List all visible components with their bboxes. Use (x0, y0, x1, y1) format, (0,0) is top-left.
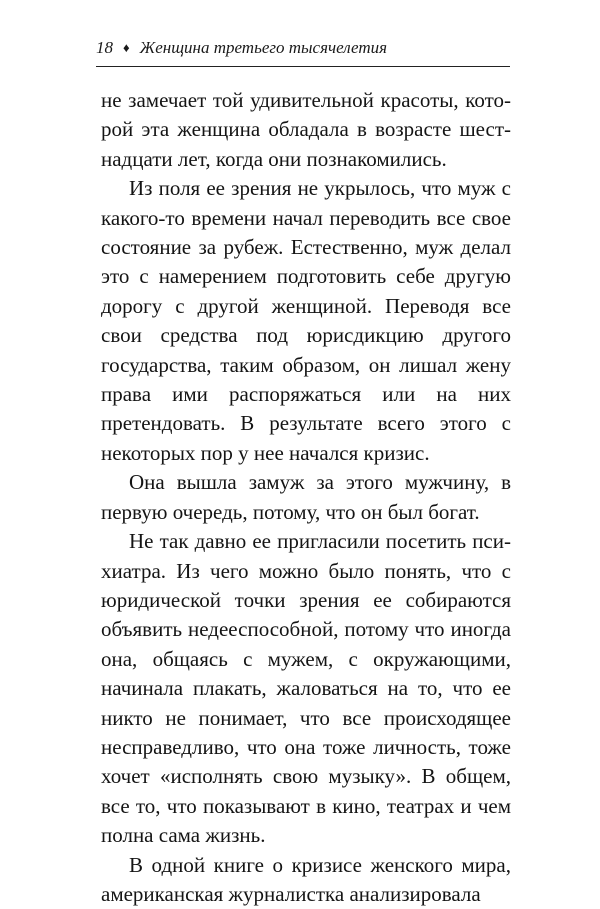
running-head (96, 36, 508, 60)
paragraph: Из поля ее зрения не укрылось, что муж с какого-то времени начал переводить все свое состояние за рубеж. Естественно, муж делал это с намерением подготовить себе другую дорогу с другой женщиной. Переводя все свои средства под юрисдикцию другого государства, таким образом, он лишал жену права ими распоряжаться или на них претендовать. В результате всего этого с некоторых пор у нее начался кризис. (101, 176, 511, 465)
diamond-separator-icon: ♦ (123, 40, 130, 55)
paragraph: не замечает той удивительной красоты, которой эта женщина обладала в возрасте шестнадцати лет, когда они познакомились. (101, 88, 511, 171)
page-number: 18 (96, 38, 113, 57)
book-title: Женщина третьего тысячелетия (139, 38, 388, 57)
body-text (101, 86, 511, 909)
paragraph: В одной книге о кризисе женского мира, американская журналистка анализировала (101, 852, 511, 906)
paragraph: Она вышла замуж за этого мужчину, в первую очередь, потому, что он был богат. (101, 470, 511, 524)
header-rule (96, 66, 510, 67)
paragraph: Не так давно ее пригласили посетить психиатра. Из чего можно было понять, что с юридической точки зрения ее собираются объявить недееспособной, потому что иногда она, общаясь с мужем, с окружающими, начинала плакать, жаловаться на то, что ее никто не понимает, что все происходящее несправедливо, что она тоже личность, тоже хочет «исполнять свою музыку». В общем, все то, что показывают в кино, театрах и чем полна сама жизнь. (101, 529, 511, 848)
